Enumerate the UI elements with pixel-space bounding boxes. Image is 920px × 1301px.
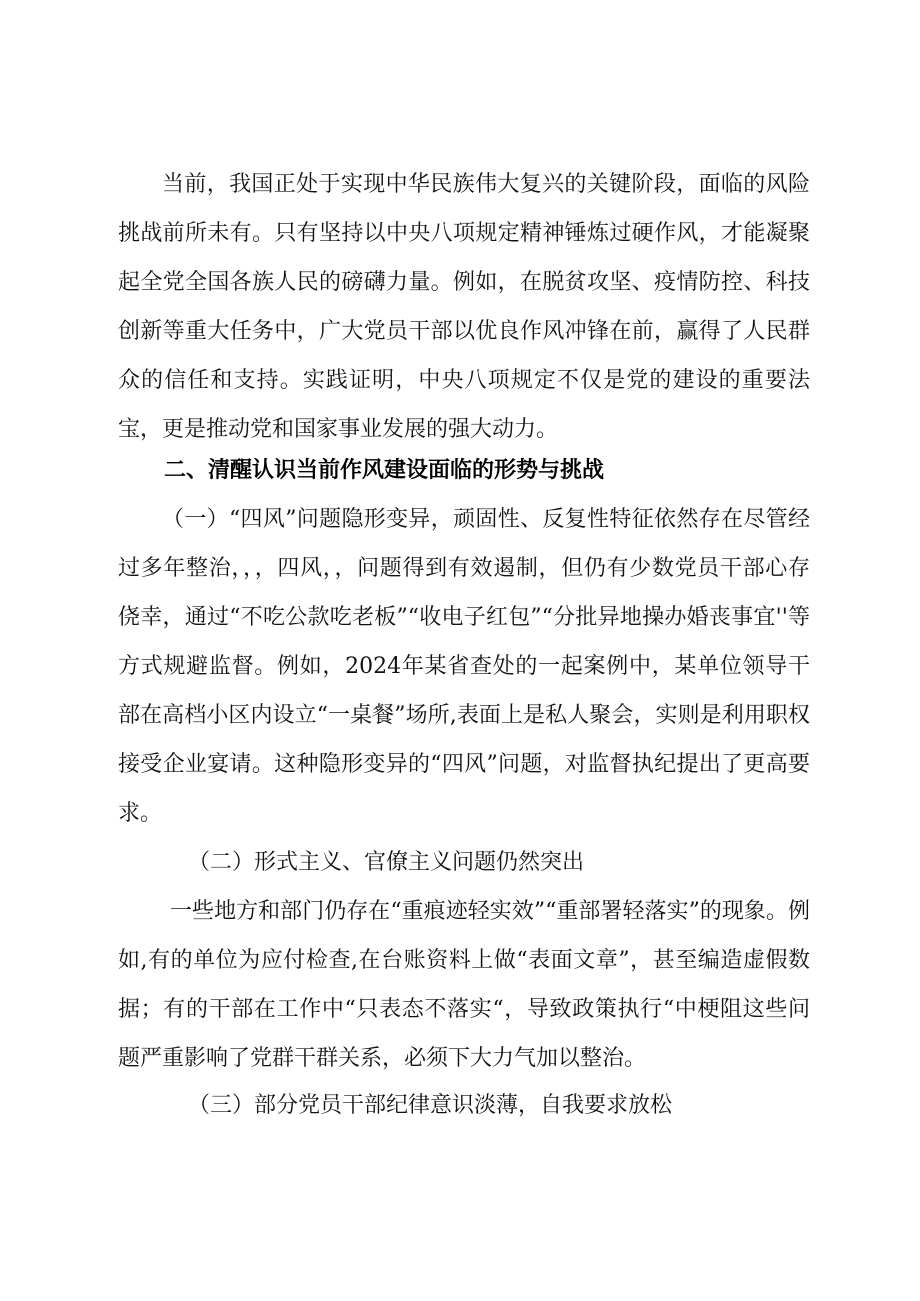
body-paragraph-3: 一些地方和部门仍存在“重痕迹轻实效”“重部署轻落实”的现象。例如,有的单位为应付检查,在台账资料上做“表面文章”，甚至编造虚假数据；有的干部在工作中“只表态不落实“，导致政策执行“中梗阻这些问题严重影响了党群干群关系，必须下大力气加以整治。: [118, 899, 810, 1071]
section-heading: 二、清醒认识当前作风建设面临的形势与挑战: [164, 458, 605, 483]
body-paragraph-1: 当前，我国正处于实现中华民族伟大复兴的关键阶段，面临的风险挑战前所未有。只有坚持以中央八项规定精神锤炼过硬作风，才能凝聚起全党全国各族人民的磅礴力量。例如，在脱贫攻坚、疫情防控、科技创新等重大任务中，广大党员干部以优良作风冲锋在前，赢得了人民群众的信任和支持。实践证明，中央八项规定不仅是党的建设的重要法宝，更是推动党和国家事业发展的强大动力。: [118, 172, 810, 442]
subheading-2: （二）形式主义、官僚主义问题仍然突出: [188, 850, 585, 875]
subheading-3: （三）部分党员干部纪律意识淡薄，自我要求放松: [188, 1093, 673, 1118]
body-paragraph-2: （一）“四风”问题隐形变异，顽固性、反复性特征依然存在尽管经过多年整治，，，四风，，问题得到有效遏制，但仍有少数党员干部心存侥幸，通过“不吃公款吃老板”“收电子红包”“分批异地操办婚丧事宜''等方式规避监督。例如，2024年某省查处的一起案例中，某单位领导干部在高档小区内设立“一桌餐”场所,表面上是私人聚会，实则是利用职权接受企业宴请。这种隐形变异的“四风”问题，对监督执纪提出了更高要求。: [118, 507, 810, 826]
